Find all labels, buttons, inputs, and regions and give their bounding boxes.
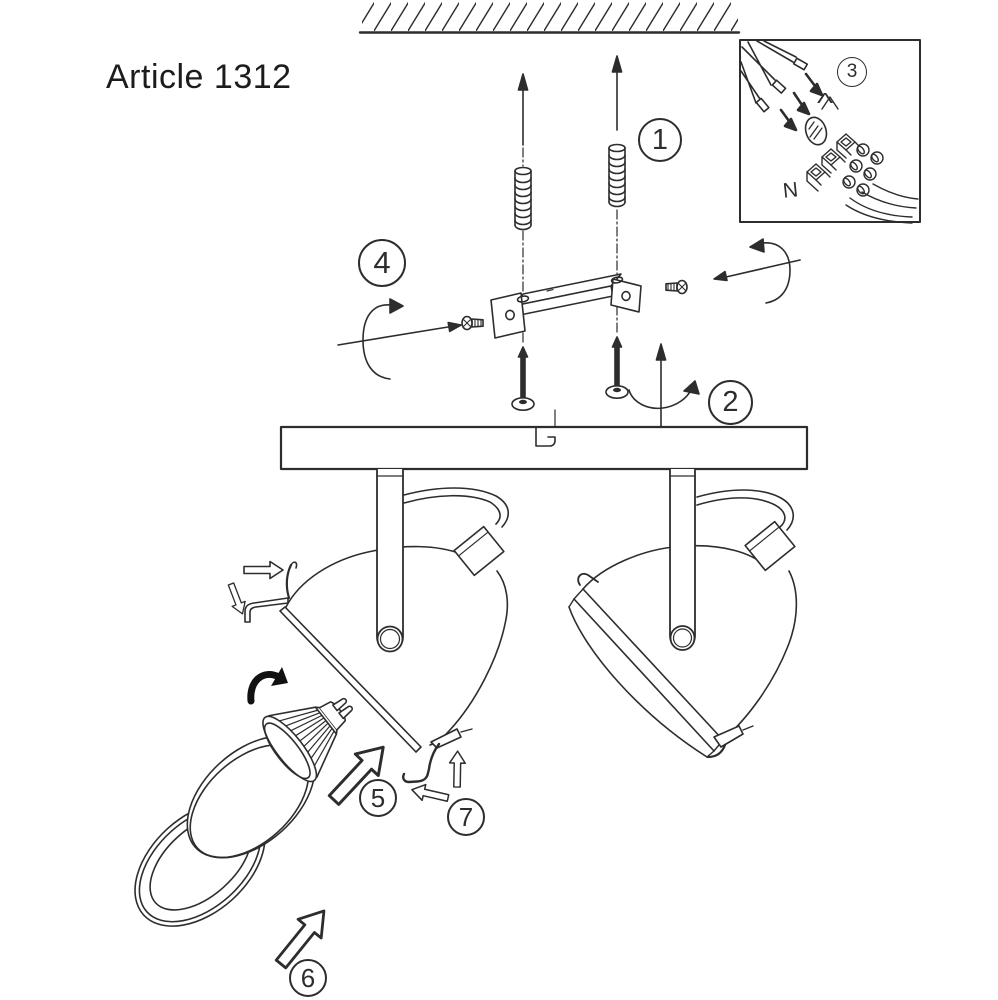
stem-right (670, 469, 695, 650)
screw-rotation-left (338, 299, 483, 379)
neutral-label: N (781, 178, 800, 203)
step-circle-3: 3 (837, 57, 867, 87)
rotation-arrow-canopy (629, 344, 699, 428)
side-screw-left (462, 317, 483, 330)
mounting-screw-right (606, 337, 628, 398)
clip-open-arrow (244, 562, 283, 579)
screw-rotation-right (666, 239, 800, 303)
cable-connector-left (454, 527, 504, 576)
stem-left (377, 469, 403, 652)
page-title: Article 1312 (106, 58, 292, 96)
side-screw-right (666, 281, 687, 294)
pivot-left (378, 627, 403, 652)
step-circle-7: 7 (447, 798, 485, 836)
wiring-inset (740, 40, 920, 223)
ceiling-hatch (360, 0, 739, 33)
clip-left-arrow (410, 782, 450, 806)
step-circle-4: 4 (358, 239, 406, 287)
step-circle-6: 6 (289, 959, 327, 997)
phase-label: Λ (817, 90, 834, 107)
bulb-twist-arrow (251, 667, 288, 701)
clip-bottom-left (403, 729, 472, 782)
clip-up-arrow (449, 751, 465, 787)
step-circle-5: 5 (359, 779, 397, 817)
step-circle-1: 1 (638, 118, 682, 162)
mounting-screw-left (512, 347, 534, 410)
step-circle-2: 2 (708, 380, 753, 425)
mounting-bracket (491, 274, 641, 338)
